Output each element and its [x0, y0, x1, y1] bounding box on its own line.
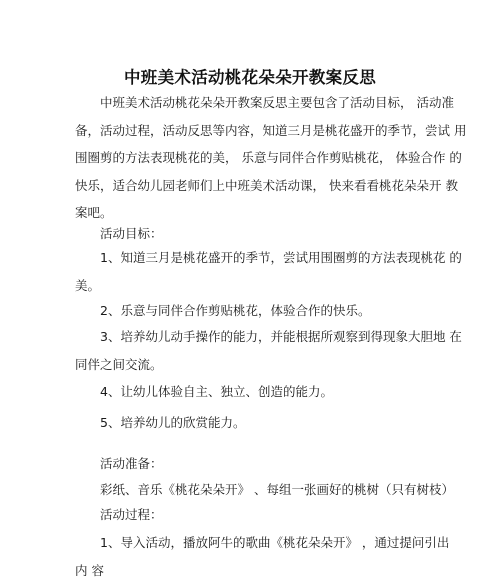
process-heading: 活动过程：: [75, 501, 430, 529]
prep-heading-block: [75, 450, 430, 478]
intro-paragraph: [75, 89, 430, 227]
goal-5: [75, 409, 430, 437]
document-title: 中班美术活动桃花朵朵开教案反思: [0, 64, 500, 88]
goal-1: [75, 244, 430, 299]
process-step-1: [75, 529, 430, 584]
goal-2-line: 2、乐意与同伴合作剪贴桃花，体验合作的快乐。: [75, 297, 430, 325]
goal-1-line: 美。: [75, 272, 430, 300]
goal-3-line: 同伴之间交流。: [75, 351, 430, 379]
goal-3-line: 3、培养幼儿动手操作的能力，并能根据所观察到得现象大胆地 在: [75, 323, 430, 351]
prep-line: 彩纸、音乐《桃花朵朵开》 、每组一张画好的桃树（只有树枝）: [75, 476, 430, 504]
prep-heading: 活动准备：: [75, 450, 430, 478]
intro-line: 备，活动过程，活动反思等内容，知道三月是桃花盛开的季节，尝试 用: [75, 117, 430, 145]
goal-1-line: 1、知道三月是桃花盛开的季节，尝试用围圈剪的方法表现桃花 的: [75, 244, 430, 272]
goal-3: [75, 323, 430, 378]
goals-heading: 活动目标：: [75, 220, 430, 248]
goal-4-line: 4、让幼儿体验自主、独立、创造的能力。: [75, 378, 430, 406]
intro-line: 快乐，适合幼儿园老师们上中班美术活动课， 快来看看桃花朵朵开 教: [75, 172, 430, 200]
goal-4: [75, 378, 430, 406]
process-step-1-line: 内 容: [75, 557, 430, 584]
intro-line: 中班美术活动桃花朵朵开教案反思主要包含了活动目标， 活动准: [75, 89, 430, 117]
process-heading-block: [75, 501, 430, 529]
intro-line: 围圈剪的方法表现桃花的美， 乐意与同伴合作剪贴桃花， 体验合作 的: [75, 144, 430, 172]
goal-2: [75, 297, 430, 325]
prep-content: [75, 476, 430, 504]
intro-line: 案吧。: [75, 199, 430, 227]
goal-5-line: 5、培养幼儿的欣赏能力。: [75, 409, 430, 437]
process-step-1-line: 1、导入活动，播放阿牛的歌曲《桃花朵朵开》 ，通过提问引出: [75, 529, 430, 557]
